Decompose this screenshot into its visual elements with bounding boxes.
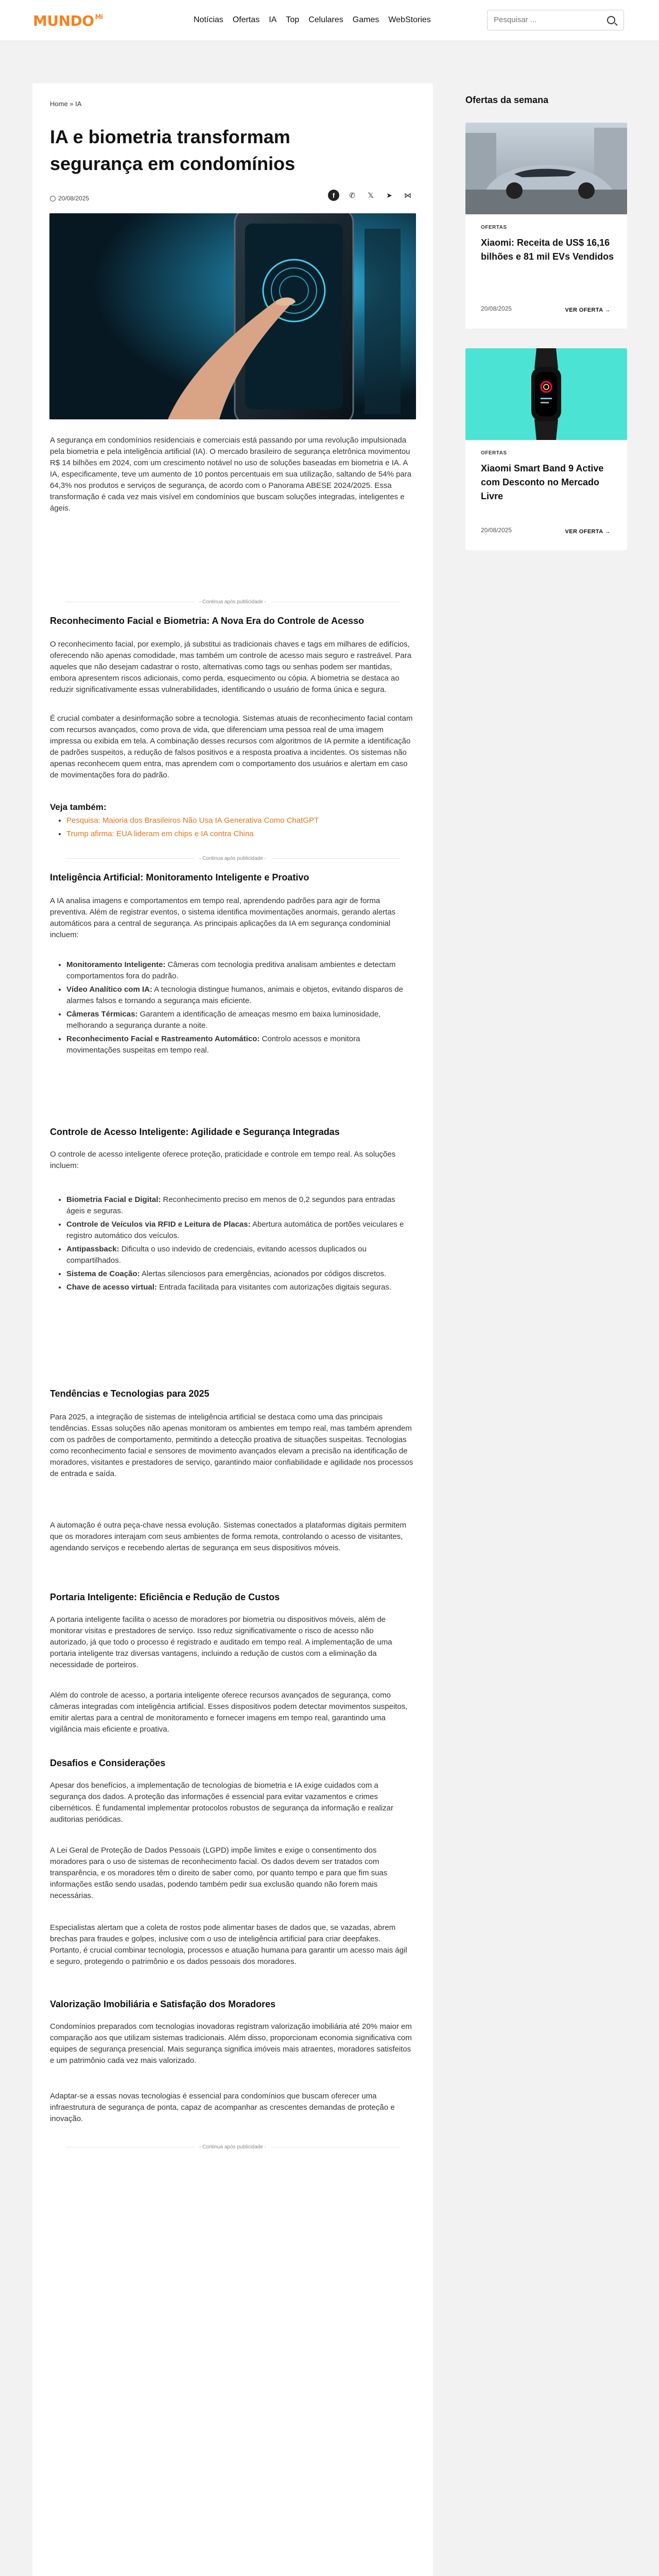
share-icon[interactable]: ⋈ [404, 191, 411, 199]
breadcrumb-category[interactable]: IA [75, 100, 82, 108]
telegram-icon[interactable]: ➤ [386, 191, 392, 199]
paragraph: A automação é outra peça-chave nessa evolução. Sistemas conectados a plataformas digitais permitem que os moradores interajam com seus ambientes de forma remota, controlando o acesso de visitantes, agendando serviços e recebendo alertas de segurança em seus dispositivos móveis. [50, 1521, 407, 1552]
offer-date: 20/08/2025 [481, 305, 512, 312]
section-heading: Desafios e Considerações [50, 1758, 166, 1768]
list-item: • Vídeo Analítico com IA: A tecnologia distingue humanos, animais e objetos, evitando disparos de alarmes falsos e tornando a segurança mais eficiente. [66, 984, 406, 1007]
offer-date: 20/08/2025 [481, 527, 512, 534]
list-item: • Controle de Veículos via RFID e Leitura de Placas: Abertura automática de portões veiculares e registro automático dos veículos. [66, 1219, 406, 1242]
section-heading: Controle de Acesso Inteligente: Agilidade e Segurança Integradas [50, 1127, 340, 1137]
list-item: • Monitoramento Inteligente: Câmeras com tecnologia preditiva analisam ambientes e detectam comportamentos fora do padrão. [66, 959, 406, 982]
breadcrumb-home[interactable]: Home [50, 100, 68, 108]
hero-image [49, 213, 416, 419]
related-link[interactable]: Pesquisa: Maioria dos Brasileiros Não Usa IA Generativa Como ChatGPT [66, 816, 319, 825]
list-item: • Sistema de Coação: Alertas silenciosos para emergências, acionados por códigos discretos. [66, 1268, 406, 1280]
paragraph: Adaptar-se a essas novas tecnologias é essencial para condomínios que buscam oferecer uma infraestrutura de segurança de ponta, capaz de acompanhar as crescentes demandas de proteção e inovação. [50, 2092, 395, 2123]
offer-tag: OFERTAS [481, 225, 507, 230]
section-heading: Reconhecimento Facial e Biometria: A Nova Era do Controle de Acesso [50, 616, 365, 626]
list-item: • Biometria Facial e Digital: Reconhecimento preciso em menos de 0,2 segundos para entradas ágeis e seguras. [66, 1194, 406, 1217]
list-item: • Reconhecimento Facial e Rastreamento Automático: Controlo acessos e monitora movimentações suspeitas em tempo real. [66, 1033, 406, 1056]
bullet-list [66, 1194, 406, 1295]
search-input[interactable] [494, 15, 597, 24]
nav-ia[interactable]: IA [269, 15, 277, 24]
view-offer-button[interactable]: VER OFERTA → [565, 307, 611, 313]
offer-title[interactable]: Xiaomi: Receita de US$ 16,16 bilhões e 81 mil EVs Vendidos [481, 238, 614, 262]
car-illustration [465, 123, 627, 214]
main-nav [194, 15, 431, 25]
hero-illustration [49, 213, 416, 419]
offer-card[interactable] [465, 348, 627, 550]
site-header [0, 0, 659, 41]
paragraph: A Lei Geral de Proteção de Dados Pessoais (LGPD) impõe limites e exige o consentimento dos moradores para o uso de sistemas de reconhecimento facial. Os dados devem ser tratados com transparência, e os moradores têm o direito de saber como, por quanto tempo e para que fim suas informações estão sendo usadas, podendo também pedir sua exclusão quando não forem mais necessárias. [50, 1846, 388, 1900]
search-box [487, 10, 624, 30]
bullet-list [66, 959, 406, 1058]
offer-image [465, 123, 627, 214]
section-heading: Valorização Imobiliária e Satisfação dos Moradores [50, 1999, 276, 2009]
offer-title[interactable]: Xiaomi Smart Band 9 Active com Desconto no Mercado Livre [481, 463, 604, 501]
veja-title: Veja também: [50, 802, 107, 812]
paragraph: Especialistas alertam que a coleta de rostos pode alimentar bases de dados que, se vazadas, abrem brechas para fraudes e golpes, inclusive com o uso de inteligência artificial para criar deepfakes. Portanto, é crucial combinar tecnologia, processos e atuação humana para garantir um acesso mais ágil e seguro, protegendo o patrimônio e os dados pessoais dos moradores. [50, 1923, 407, 1966]
ad-label: - Continua após publicidade - [50, 2144, 415, 2150]
section-heading: Tendências e Tecnologias para 2025 [50, 1388, 210, 1399]
intro-paragraph: A segurança em condomínios residenciais e comerciais está passando por uma revolução impulsionada pela biometria e pela inteligência artificial (IA). O mercado brasileiro de segurança eletrônica movimentou R$ 14 bilhões em 2024, com um crescimento notável no uso de soluções baseadas em biometria e IA. A IA, especificamente, teve um aumento de 10 pontos percentuais em sua utilização, saltando de 54% para 64,3% nos produtos e serviços de segurança, de acordo com o Panorama ABESE 2024/2025. Essa transformação é cada vez mais visível em condomínios que buscam soluções integradas, inteligentes e ágeis. [50, 436, 412, 513]
offer-tag: OFERTAS [481, 450, 507, 456]
paragraph: É crucial combater a desinformação sobre a tecnologia. Sistemas atuais de reconhecimento facial contam com recursos avançados, como prova de vida, que diferenciam uma pessoa real de uma imagem impressa ou exibida em tela. A combinação desses recursos com algoritmos de IA permite a identificação de padrões suspeitos, a redução de falsos positivos e a resposta proativa a incidentes. Os sistemas não apenas reconhecem quem entra, mas aprendem com o comportamento dos usuários e alertam em caso de movimentações fora do padrão. [50, 714, 413, 779]
facebook-icon[interactable]: f [328, 190, 339, 201]
list-item: • Chave de acesso virtual: Entrada facilitada para visitantes com autorizações digitais seguras. [66, 1282, 406, 1293]
paragraph: Condomínios preparados com tecnologias inovadoras registram valorização imobiliária até 20% maior em comparação aos que utilizam sistemas tradicionais. Além disso, proporcionam economia significativa com equipes de segurança presencial. Mais segurança significa imóveis mais atraentes, moradores satisfeitos e um patrimônio cada vez mais valorizado. [50, 2022, 412, 2065]
nav-top[interactable]: Top [286, 15, 300, 24]
site-logo[interactable]: MUNDO $^{Mi}$ [33, 12, 103, 29]
article-date [50, 195, 89, 202]
offer-image [465, 348, 627, 440]
list-item: • Antipassback: Dificulta o uso indevido de credenciais, evitando acessos duplicados ou compartilhados. [66, 1244, 406, 1266]
section-heading: Inteligência Artificial: Monitoramento Inteligente e Proativo [50, 872, 309, 883]
breadcrumb [50, 100, 81, 108]
smartband-illustration [465, 348, 627, 440]
nav-games[interactable]: Games [352, 15, 379, 24]
paragraph: O controle de acesso inteligente oferece proteção, praticidade e controle em tempo real. As soluções incluem: [50, 1150, 396, 1170]
section-heading: Portaria Inteligente: Eficiência e Redução de Custos [50, 1592, 280, 1602]
paragraph: Para 2025, a integração de sistemas de inteligência artificial se destaca como uma das principais tendências. Essas soluções não apenas monitoram os ambientes em tempo real, mas também aprendem com os padrões de comportamento, permitindo a detecção proativa de situações suspeitas. Tecnologias como reconhecimento facial e sensores de movimento avançados elevam a precisão na identificação de moradores, visitantes e prestadores de serviço, garantindo maior confiabilidade e agilidade nos processos de entrada e saída. [50, 1413, 413, 1478]
related-link[interactable]: Trump afirma: EUA lideram em chips e IA contra China [66, 829, 254, 838]
paragraph: O reconhecimento facial, por exemplo, já substitui as tradicionais chaves e tags em milhares de edifícios, oferecendo não apenas comodidade, mas também um controle de acesso mais seguro e rastreável. Para aqueles que não desejam cadastrar o rosto, alternativas como tags ou senhas podem ser mantidas, embora apresentem riscos adicionais, como perda, esquecimento ou cópia. A biometria se destaca ao reduzir significativamente essas vulnerabilidades, identificando o usuário de forma única e segura. [50, 640, 412, 694]
nav-ofertas[interactable]: Ofertas [232, 15, 260, 24]
list-item: • Câmeras Térmicas: Garantem a identificação de ameaças mesmo em baixa luminosidade, melhorando a segurança durante a noite. [66, 1009, 406, 1031]
nav-webstories[interactable]: WebStories [388, 15, 431, 24]
article-title: IA e biometria transformam segurança em condomínios [50, 126, 296, 174]
x-icon[interactable]: 𝕏 [368, 191, 374, 199]
nav-celulares[interactable]: Celulares [308, 15, 343, 24]
paragraph: Apesar dos benefícios, a implementação de tecnologias de biometria e IA exige cuidados com a segurança dos dados. A proteção das informações é essencial para evitar vazamentos e crimes cibernéticos. É fundamental implementar protocolos robustos de segurança da informação e realizar auditorias periódicas. [50, 1781, 394, 1824]
paragraph: Além do controle de acesso, a portaria inteligente oferece recursos avançados de segurança, como câmeras integradas com inteligência artificial. Esses dispositivos podem detectar movimentos suspeitos, emitir alertas para a central de monitoramento e fornecer imagens em tempo real, garantindo uma vigilância mais eficiente e proativa. [50, 1691, 408, 1734]
list-item [66, 828, 406, 840]
ad-label: - Continua após publicidade - [50, 856, 415, 861]
ad-label: - Continua após publicidade - [50, 599, 415, 605]
breadcrumb-separator: » [70, 100, 74, 108]
nav-noticias[interactable]: Notícias [194, 15, 223, 24]
list-item [66, 815, 406, 826]
sidebar-title: Ofertas da semana [465, 95, 549, 105]
view-offer-button[interactable]: VER OFERTA → [565, 529, 611, 535]
related-links [66, 815, 406, 842]
article-card [32, 83, 433, 2576]
paragraph: A IA analisa imagens e comportamentos em tempo real, aprendendo padrões para agir de forma preventiva. Além de registrar eventos, o sistema identifica movimentações anormais, gerando alertas automáticos para a central de segurança. As principais aplicações da IA em segurança condominial incluem: [50, 896, 396, 939]
offer-card[interactable] [465, 123, 627, 329]
share-bar [328, 190, 413, 201]
article-date-text: 20/08/2025 [58, 195, 90, 202]
clock-icon [50, 196, 56, 201]
whatsapp-icon[interactable]: ✆ [349, 191, 355, 199]
paragraph: A portaria inteligente facilita o acesso de moradores por biometria ou dispositivos móveis, além de monitorar visitas e prestadores de serviço. Isso reduz significativamente o risco de acesso não autorizado, já que todo o processo é registrado e auditado em tempo real. A implementação de uma portaria inteligente traz diversas vantagens, incluindo a redução de custos com a eliminação da necessidade de porteiros. [50, 1615, 392, 1669]
search-icon[interactable] [607, 16, 615, 24]
